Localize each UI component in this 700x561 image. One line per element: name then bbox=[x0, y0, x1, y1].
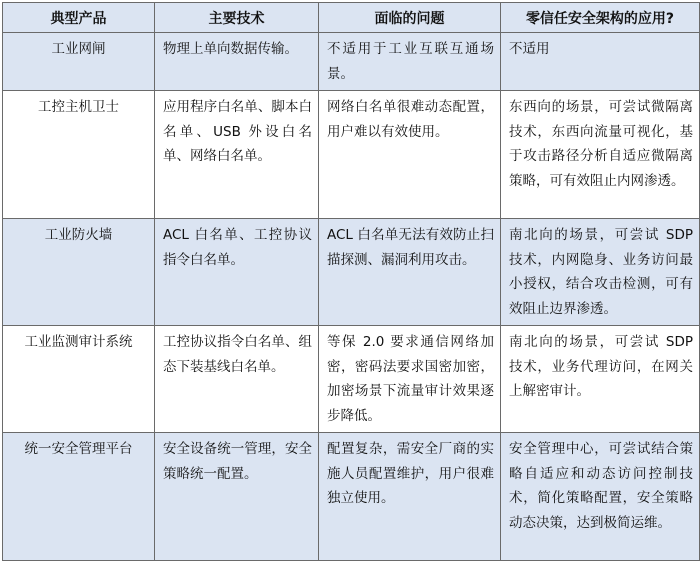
cell-product: 工业防火墙 bbox=[3, 219, 155, 326]
cell-product: 工业网闸 bbox=[3, 33, 155, 91]
cell-application: 南北向的场景，可尝试 SDP 技术，业务代理访问，在网关上解密审计。 bbox=[501, 326, 700, 433]
table-row bbox=[3, 326, 700, 433]
cell-technology: 物理上单向数据传输。 bbox=[155, 33, 319, 91]
cell-problem: 配置复杂，需安全厂商的实施人员配置维护，用户很难独立使用。 bbox=[319, 433, 501, 561]
table-row bbox=[3, 219, 700, 326]
cell-problem: 等保 2.0 要求通信网络加密，密码法要求国密加密，加密场景下流量审计效果逐步降低。 bbox=[319, 326, 501, 433]
cell-problem: ACL 白名单无法有效防止扫描探测、漏洞利用攻击。 bbox=[319, 219, 501, 326]
cell-technology: 安全设备统一管理，安全策略统一配置。 bbox=[155, 433, 319, 561]
header-technology: 主要技术 bbox=[155, 3, 319, 33]
cell-application: 不适用 bbox=[501, 33, 700, 91]
table-row bbox=[3, 33, 700, 91]
header-problem: 面临的问题 bbox=[319, 3, 501, 33]
comparison-table bbox=[2, 2, 700, 561]
header-product: 典型产品 bbox=[3, 3, 155, 33]
cell-technology: ACL 白名单、工控协议指令白名单。 bbox=[155, 219, 319, 326]
cell-technology: 工控协议指令白名单、组态下装基线白名单。 bbox=[155, 326, 319, 433]
cell-product: 工业监测审计系统 bbox=[3, 326, 155, 433]
table-header-row bbox=[3, 3, 700, 33]
table-row bbox=[3, 433, 700, 561]
cell-problem: 网络白名单很难动态配置，用户难以有效使用。 bbox=[319, 91, 501, 219]
cell-application: 东西向的场景，可尝试微隔离技术，东西向流量可视化，基于攻击路径分析自适应微隔离策略，可有效阻止内网渗透。 bbox=[501, 91, 700, 219]
cell-technology: 应用程序白名单、脚本白名单、USB 外设白名单、网络白名单。 bbox=[155, 91, 319, 219]
cell-product: 工控主机卫士 bbox=[3, 91, 155, 219]
cell-application: 南北向的场景，可尝试 SDP 技术，内网隐身、业务访问最小授权，结合攻击检测，可有效阻止边界渗透。 bbox=[501, 219, 700, 326]
cell-application: 安全管理中心，可尝试结合策略自适应和动态访问控制技术，简化策略配置，安全策略动态决策，达到极简运维。 bbox=[501, 433, 700, 561]
table-row bbox=[3, 91, 700, 219]
cell-product: 统一安全管理平台 bbox=[3, 433, 155, 561]
header-zero-trust-application: 零信任安全架构的应用? bbox=[501, 3, 700, 33]
cell-problem: 不适用于工业互联互通场景。 bbox=[319, 33, 501, 91]
